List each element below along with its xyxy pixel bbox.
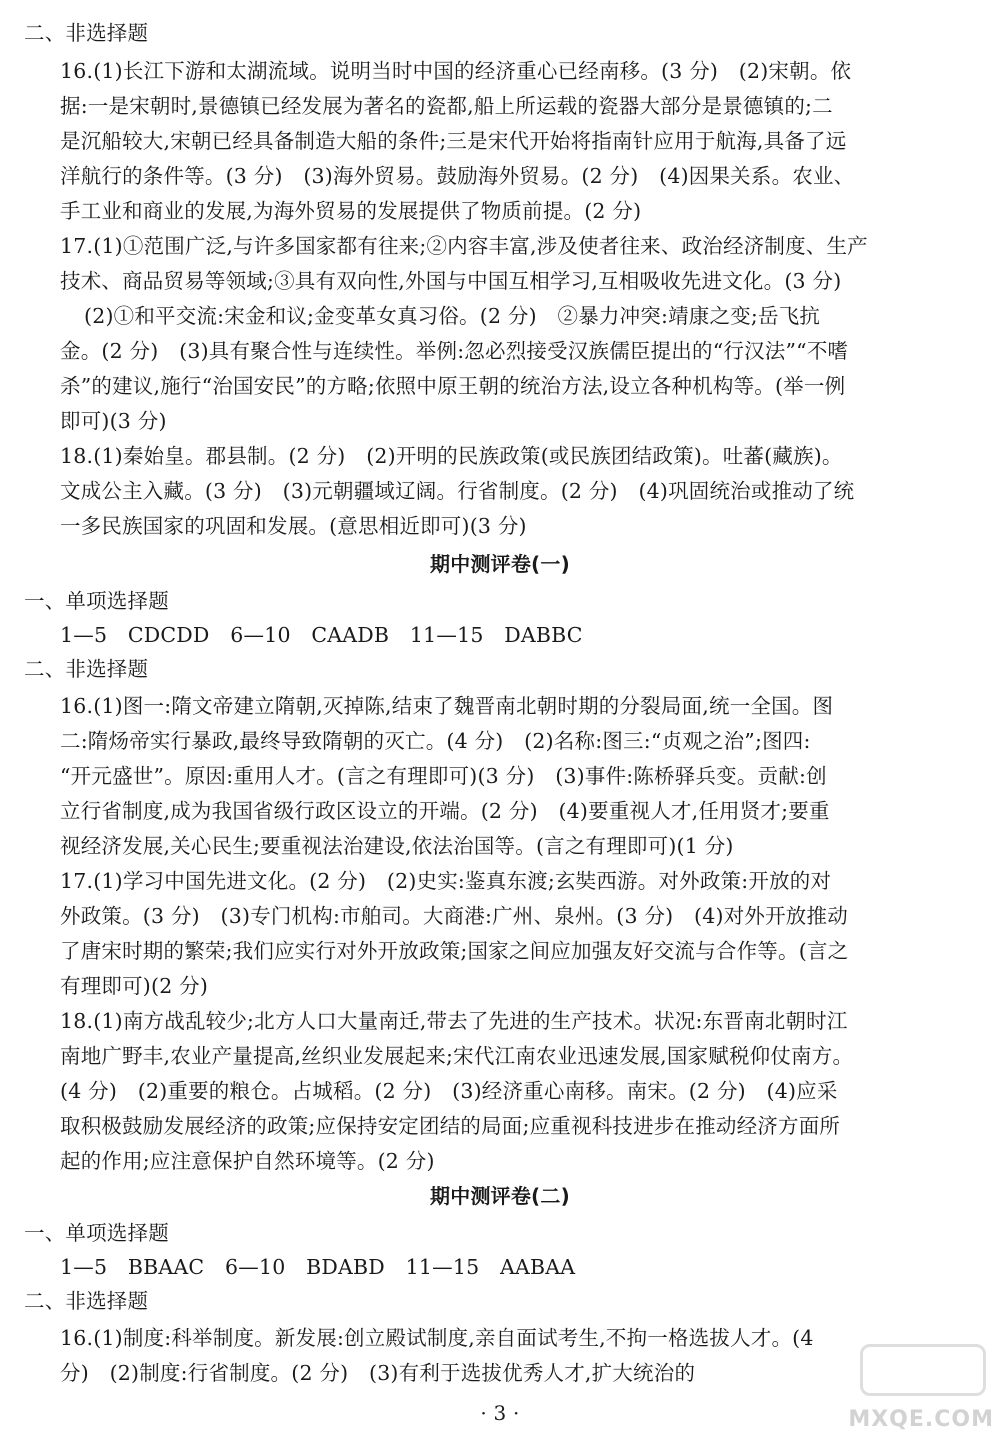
answer-text-line: 17.(1)①范围广泛,与许多国家都有往来;②内容丰富,涉及使者往来、政治经济制度、生产 (60, 234, 868, 258)
answer-text-line: 是沉船较大,宋朝已经具备制造大船的条件;三是宋代开始将指南针应用于航海,具备了远 (60, 129, 847, 153)
section-heading: 一、单项选择题 (24, 589, 169, 613)
answer-text-line: 18.(1)秦始皇。郡县制。(2 分) (2)开明的民族政策(或民族团结政策)。吐蕃(藏族)。 (60, 444, 843, 468)
answer-text-line: 手工业和商业的发展,为海外贸易的发展提供了物质前提。(2 分) (60, 199, 642, 223)
answer-text-line: “开元盛世”。原因:重用人才。(言之有理即可)(3 分) (3)事件:陈桥驿兵变。贡献:创 (60, 764, 827, 788)
answer-text-line: 洋航行的条件等。(3 分) (3)海外贸易。鼓励海外贸易。(2 分) (4)因果关系。农业、 (60, 164, 855, 188)
section-heading: 二、非选择题 (24, 21, 149, 45)
answer-text-line: 分) (2)制度:行省制度。(2 分) (3)有利于选拔优秀人才,扩大统治的 (60, 1361, 696, 1385)
answer-text-line: 外政策。(3 分) (3)专门机构:市舶司。大商港:广州、泉州。(3 分) (4)对外开放推动 (60, 904, 848, 928)
answer-text-line: 视经济发展,关心民生;要重视法治建设,依法治国等。(言之有理即可)(1 分) (60, 834, 734, 858)
answer-text-line: 起的作用;应注意保护自然环境等。(2 分) (60, 1149, 435, 1173)
answer-text-line: 取积极鼓励发展经济的政策;应保持安定团结的局面;应重视科技进步在推动经济方面所 (60, 1114, 841, 1138)
section-heading: 一、单项选择题 (24, 1221, 169, 1245)
answer-key-row: 1—5 BBAAC 6—10 BDABD 11—15 AABAA (60, 1255, 576, 1279)
answer-text-line: 17.(1)学习中国先进文化。(2 分) (2)史实:鉴真东渡;玄奘西游。对外政策:开放的对 (60, 869, 832, 893)
answer-text-line: 18.(1)南方战乱较少;北方人口大量南迁,带去了先进的生产技术。状况:东晋南北朝时江 (60, 1009, 848, 1033)
answer-text-line: 金。(2 分) (3)具有聚合性与连续性。举例:忽必烈接受汉族儒臣提出的“行汉法”“不嗜 (60, 339, 849, 363)
answer-text-line: 有理即可)(2 分) (60, 974, 209, 998)
section-heading: 二、非选择题 (24, 657, 149, 681)
answer-text-line: 一多民族国家的巩固和发展。(意思相近即可)(3 分) (60, 514, 527, 538)
answer-text-line: 16.(1)长江下游和太湖流域。说明当时中国的经济重心已经南移。(3 分) (2)宋朝。依 (60, 59, 852, 83)
answer-text-line: 南地广野丰,农业产量提高,丝织业发展起来;宋代江南农业迅速发展,国家赋税仰仗南方。 (60, 1044, 854, 1068)
answer-text-line: 技术、商品贸易等领域;③具有双向性,外国与中国互相学习,互相吸收先进文化。(3 分) (60, 269, 842, 293)
answer-text-line: (2)①和平交流:宋金和议;金变革女真习俗。(2 分) ②暴力冲突:靖康之变;岳飞抗 (84, 304, 821, 328)
answer-text-line: (4 分) (2)重要的粮仓。占城稻。(2 分) (3)经济重心南移。南宋。(2 分) (4)应采 (60, 1079, 838, 1103)
answer-text-line: 立行省制度,成为我国省级行政区设立的开端。(2 分) (4)要重视人才,任用贤才;要重 (60, 799, 830, 823)
answer-text-line: 即可)(3 分) (60, 409, 167, 433)
answer-text-line: 杀”的建议,施行“治国安民”的方略;依照中原王朝的统治方法,设立各种机构等。(举一例 (60, 374, 846, 398)
answer-text-line: 文成公主入藏。(3 分) (3)元朝疆域辽阔。行省制度。(2 分) (4)巩固统治或推动了统 (60, 479, 855, 503)
answer-text-line: 16.(1)图一:隋文帝建立隋朝,灭掉陈,结束了魏晋南北朝时期的分裂局面,统一全国。图 (60, 694, 834, 718)
answer-key-row: 1—5 CDCDD 6—10 CAADB 11—15 DABBC (60, 623, 583, 647)
answer-text-line: 据:一是宋朝时,景德镇已经发展为著名的瓷都,船上所运载的瓷器大部分是景德镇的;二 (60, 94, 833, 118)
section-title: 期中测评卷(二) (430, 1184, 570, 1208)
answer-text-line: 二:隋炀帝实行暴政,最终导致隋朝的灭亡。(4 分) (2)名称:图三:“贞观之治”;图四: (60, 729, 811, 753)
page-number: · 3 · (480, 1401, 520, 1425)
answer-text-line: 16.(1)制度:科举制度。新发展:创立殿试制度,亲自面试考生,不拘一格选拔人才。(4 (60, 1326, 814, 1350)
section-heading: 二、非选择题 (24, 1289, 149, 1313)
section-title: 期中测评卷(一) (430, 552, 570, 576)
watermark-text: MXQE.COM (848, 1407, 994, 1432)
answer-text-line: 了唐宋时期的繁荣;我们应实行对外开放政策;国家之间应加强友好交流与合作等。(言之 (60, 939, 849, 963)
watermark-logo (860, 1344, 986, 1396)
